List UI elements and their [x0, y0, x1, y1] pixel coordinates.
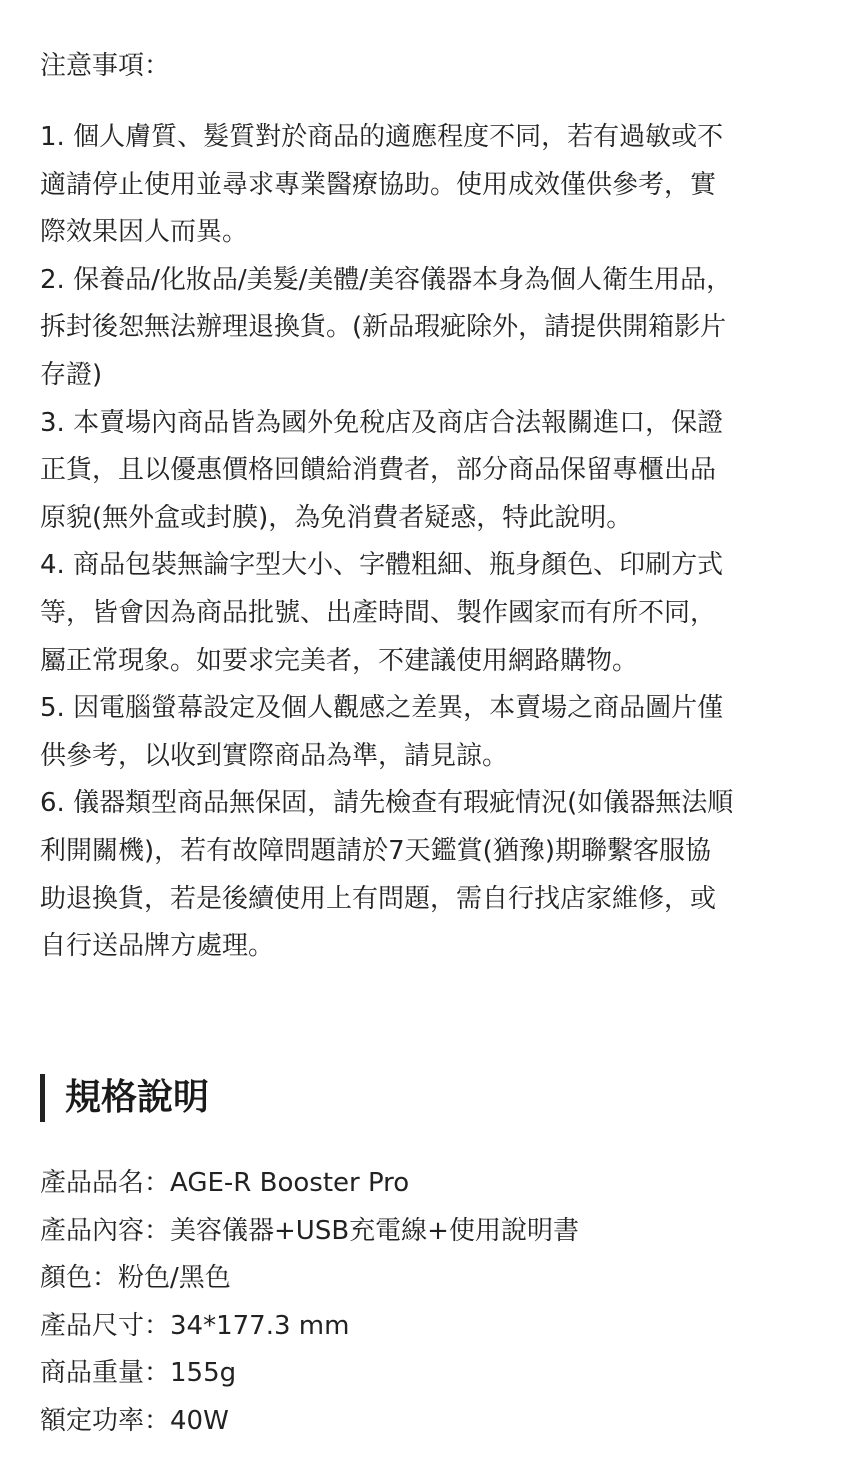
specs-section [40, 1072, 820, 1446]
notes-section [40, 42, 800, 971]
note-item-3: 3. 本賣場內商品皆為國外免稅店及商店合法報關進口，保證 正貨，且以優惠價格回饋給消費者，部分商品保留專櫃出品 原貌(無外盒或封膜)，為免消費者疑惑，特此說明。 [40, 407, 724, 533]
specs-title: 規格說明 [65, 1077, 210, 1118]
note-item-2: 2. 保養品/化妝品/美髮/美體/美容儀器本身為個人衛生用品， 拆封後恕無法辦理退換貨。(新品瑕疵除外，請提供開箱影片 存證) [40, 264, 733, 390]
spec-dimensions: 產品尺寸：34*177.3 mm [40, 1310, 350, 1341]
notes-heading: 注意事項： [40, 51, 171, 81]
spec-color: 顏色：粉色/黑色 [40, 1263, 231, 1294]
specs-list [40, 1160, 820, 1446]
notes-list [40, 114, 800, 971]
note-item-5: 5. 因電腦螢幕設定及個人觀感之差異，本賣場之商品圖片僅 供參考，以收到實際商品為準，請見諒。 [40, 693, 724, 771]
spec-product-contents: 產品內容：美容儀器+USB充電線+使用說明書 [40, 1215, 579, 1246]
note-item-4: 4. 商品包裝無論字型大小、字體粗細、瓶身顏色、印刷方式 等，皆會因為商品批號、出產時間、製作國家而有所不同， 屬正常現象。如要求完美者，不建議使用網路購物。 [40, 550, 724, 676]
note-item-1: 1. 個人膚質、髮質對於商品的適應程度不同，若有過敏或不 適請停止使用並尋求專業醫療協助。使用成效僅供參考，實 際效果因人而異。 [40, 122, 724, 248]
heading-accent-bar [40, 1074, 45, 1122]
spec-weight: 商品重量：155g [40, 1358, 237, 1389]
note-item-6: 6. 儀器類型商品無保固，請先檢查有瑕疵情況(如儀器無法順 利開關機)，若有故障問題請於7天鑑賞(猶豫)期聯繫客服協 助退換貨，若是後續使用上有問題，需自行找店家維修，或 自行送品牌方處理。 [40, 788, 734, 962]
specs-heading [40, 1072, 820, 1124]
spec-product-name: 產品品名：AGE-R Booster Pro [40, 1168, 410, 1198]
spec-rated-power: 額定功率：40W [40, 1405, 229, 1436]
